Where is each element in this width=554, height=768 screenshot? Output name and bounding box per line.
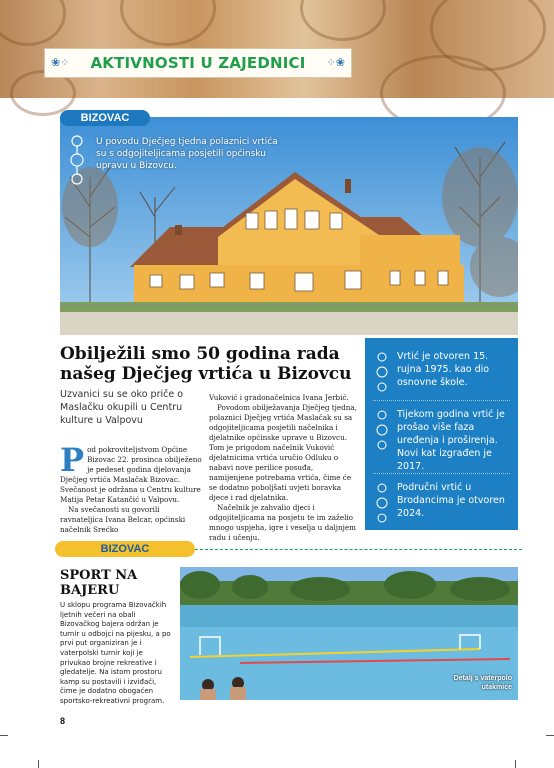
article-column-1: [60, 441, 204, 535]
article-headline: SPORT NA BAJERU: [60, 568, 138, 598]
article-subhead: Uzvanici su se oko priče o Maslačku okupili u Centru kulture u Valpovu: [60, 389, 184, 426]
article-paragraph: od pokroviteljstvom Općine Bizovac 22. prosinca obilježeno je pedeset godina djelovanja Dječjeg vrtića Maslačak Bizovac. Svečanost je održana u Centru kulture Matija Petar Katančić u Valpovu.: [60, 445, 202, 504]
section-title: AKTIVNOSTI U ZAJEDNICI: [90, 54, 306, 72]
section-tag-bizovac: BIZOVAC: [60, 110, 150, 126]
article-headline: Obilježili smo 50 godina rada našeg Dječjeg vrtića u Bizovcu: [60, 344, 352, 384]
crop-mark: [515, 760, 516, 768]
ornament-icon: [371, 350, 393, 394]
embroidery-ornament: [300, 0, 386, 41]
fact-text: Vrtić je otvoren 15. rujna 1975. kao dio osnovne škole.: [397, 351, 490, 388]
flourish-right-icon: ⁘❀: [326, 56, 345, 69]
flourish-left-icon: ❀⁘: [51, 56, 70, 69]
crop-mark: [0, 735, 8, 736]
crop-mark: [38, 760, 39, 768]
article-paragraph: Načelnik je zahvalio djeci i odgojiteljicama na posjetu te im zaželio mnogo uspjeha, igre i veselja u daljnjem radu i učenju.: [209, 503, 356, 542]
divider: [373, 400, 510, 401]
drop-cap: P: [60, 441, 85, 479]
article-body: U sklopu programa Bizovačkih ljetnih večeri na obali Bizovačkog bajera održan je turnir u odbojci na pijesku, a po prvi put organiziran je i vaterpolski turnir koji je privukao brojne rekreative i gledatelje. Na istom prostoru kamp su postavili i izviđači, čime je dodatno obogaćen sportsko-rekreativni program.: [60, 601, 171, 705]
ornament-icon: [371, 408, 393, 452]
article-column-2: [209, 393, 357, 543]
photo-caption: Detalj s vaterpolo utakmice: [453, 675, 512, 691]
embroidery-ornament: [120, 0, 216, 46]
page-number: 8: [60, 716, 66, 726]
photo-caption: U povodu Dječjeg tjedna polaznici vrtića su s odgojiteljicama posjetili općinsku upravu u Bizovcu.: [96, 137, 278, 171]
crop-mark: [546, 735, 554, 736]
divider: [373, 473, 510, 474]
fact-item: [371, 481, 514, 520]
article-paragraph: Na svečanosti su govorili ravnateljica Ivana Belcar, općinski načelnik Srećko: [60, 505, 186, 534]
fact-item: [371, 350, 514, 389]
section-tag-bizovac: BIZOVAC: [55, 541, 195, 557]
embroidery-ornament: [0, 0, 66, 46]
facts-box: [365, 338, 518, 530]
divider: [195, 549, 522, 550]
article-paragraph: Vuković i gradonačelnica Ivana Jerbić.: [209, 393, 349, 402]
caption-ornament-icon: [64, 133, 90, 187]
fact-text: Tijekom godina vrtić je prošao više faza uređenja i proširenja. Novi kat izgrađen je 2017.: [397, 409, 505, 472]
fact-text: Područni vrtić u Brodancima je otvoren 2024.: [397, 482, 505, 519]
article-paragraph: Povodom obilježavanja Dječjeg tjedna, polaznici Dječjeg vrtića Maslačak su sa odgojiteljicama posjetili načelnika i djelatnike općinske uprave u Bizovcu. Tom je prigodom načelnik Vuković djelatnicima vrtića uručio Odluku o nabavi nove perilice posuđa, namijenjene potrebama vrtića, čime će se dodatno poboljšati uvjeti boravka djece i rad djelatnika.: [209, 403, 357, 502]
fact-item: [371, 408, 514, 473]
section-title-banner: [44, 48, 352, 78]
ornament-icon: [371, 481, 393, 525]
